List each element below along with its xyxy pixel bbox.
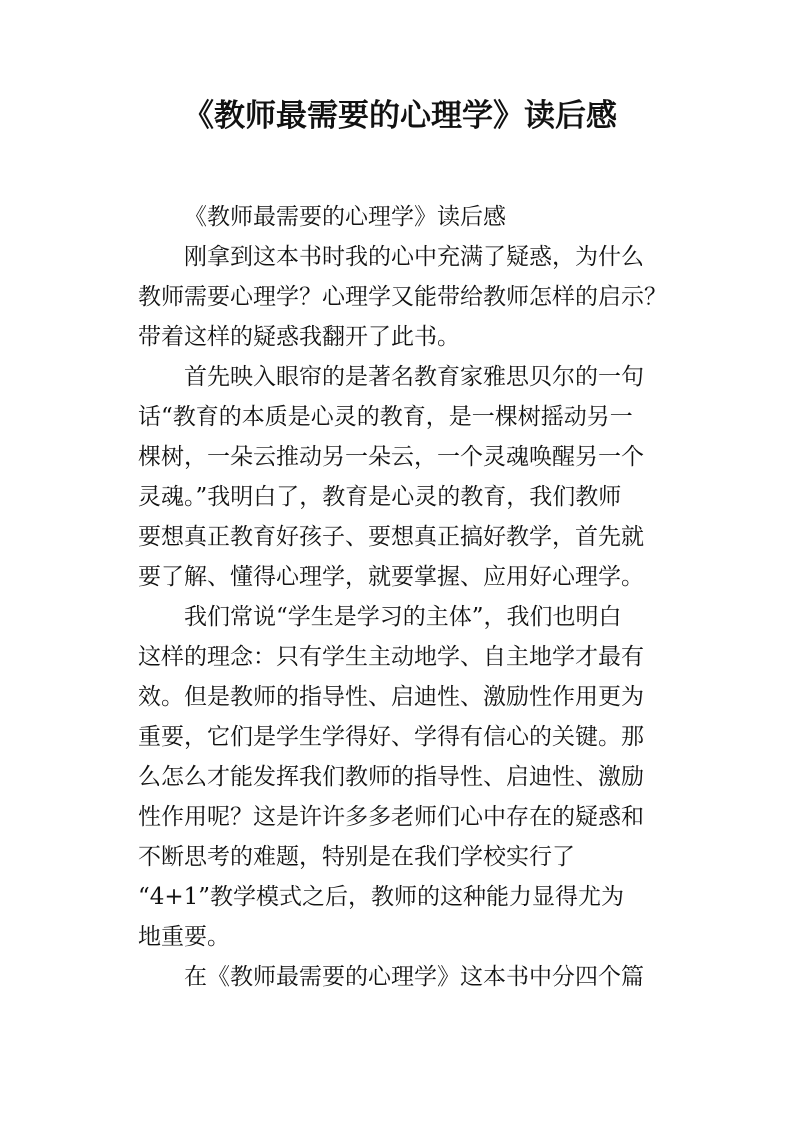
body-line: 我们常说“学生是学习的主体”，我们也明白: [184, 604, 622, 630]
body-line: 刚拿到这本书时我的心中充满了疑惑，为什么: [184, 244, 644, 270]
body-line: 性作用呢？这是许许多多老师们心中存在的疑惑和: [138, 804, 644, 830]
body-line: 地重要。: [138, 924, 230, 950]
body-line: “4+1”教学模式之后，教师的这种能力显得尤为: [138, 884, 625, 910]
document-title: 《教师最需要的心理学》读后感: [183, 98, 617, 134]
body-line: 《教师最需要的心理学》读后感: [184, 204, 506, 230]
body-line: 要想真正教育好孩子、要想真正搞好教学，首先就: [138, 524, 644, 550]
body-line: 灵魂。”我明白了，教育是心灵的教育，我们教师: [138, 484, 622, 510]
body-line: 话“教育的本质是心灵的教育，是一棵树摇动另一: [138, 404, 633, 430]
body-line: 首先映入眼帘的是著名教育家雅思贝尔的一句: [184, 364, 644, 390]
body-line: 这样的理念：只有学生主动地学、自主地学才最有: [138, 644, 644, 670]
body-line: 教师需要心理学？心理学又能带给教师怎样的启示？: [138, 284, 667, 310]
body-line: 重要，它们是学生学得好、学得有信心的关键。那: [138, 724, 644, 750]
body-line: 效。但是教师的指导性、启迪性、激励性作用更为: [138, 684, 644, 710]
body-line: 带着这样的疑惑我翻开了此书。: [138, 324, 460, 350]
body-line: 不断思考的难题，特别是在我们学校实行了: [138, 844, 575, 870]
document-body: [138, 197, 670, 997]
body-line: 要了解、懂得心理学，就要掌握、应用好心理学。: [138, 564, 644, 590]
body-line: 棵树，一朵云推动另一朵云，一个灵魂唤醒另一个: [138, 444, 644, 470]
body-line: 在《教师最需要的心理学》这本书中分四个篇: [184, 964, 644, 990]
body-line: 么怎么才能发挥我们教师的指导性、启迪性、激励: [138, 764, 644, 790]
